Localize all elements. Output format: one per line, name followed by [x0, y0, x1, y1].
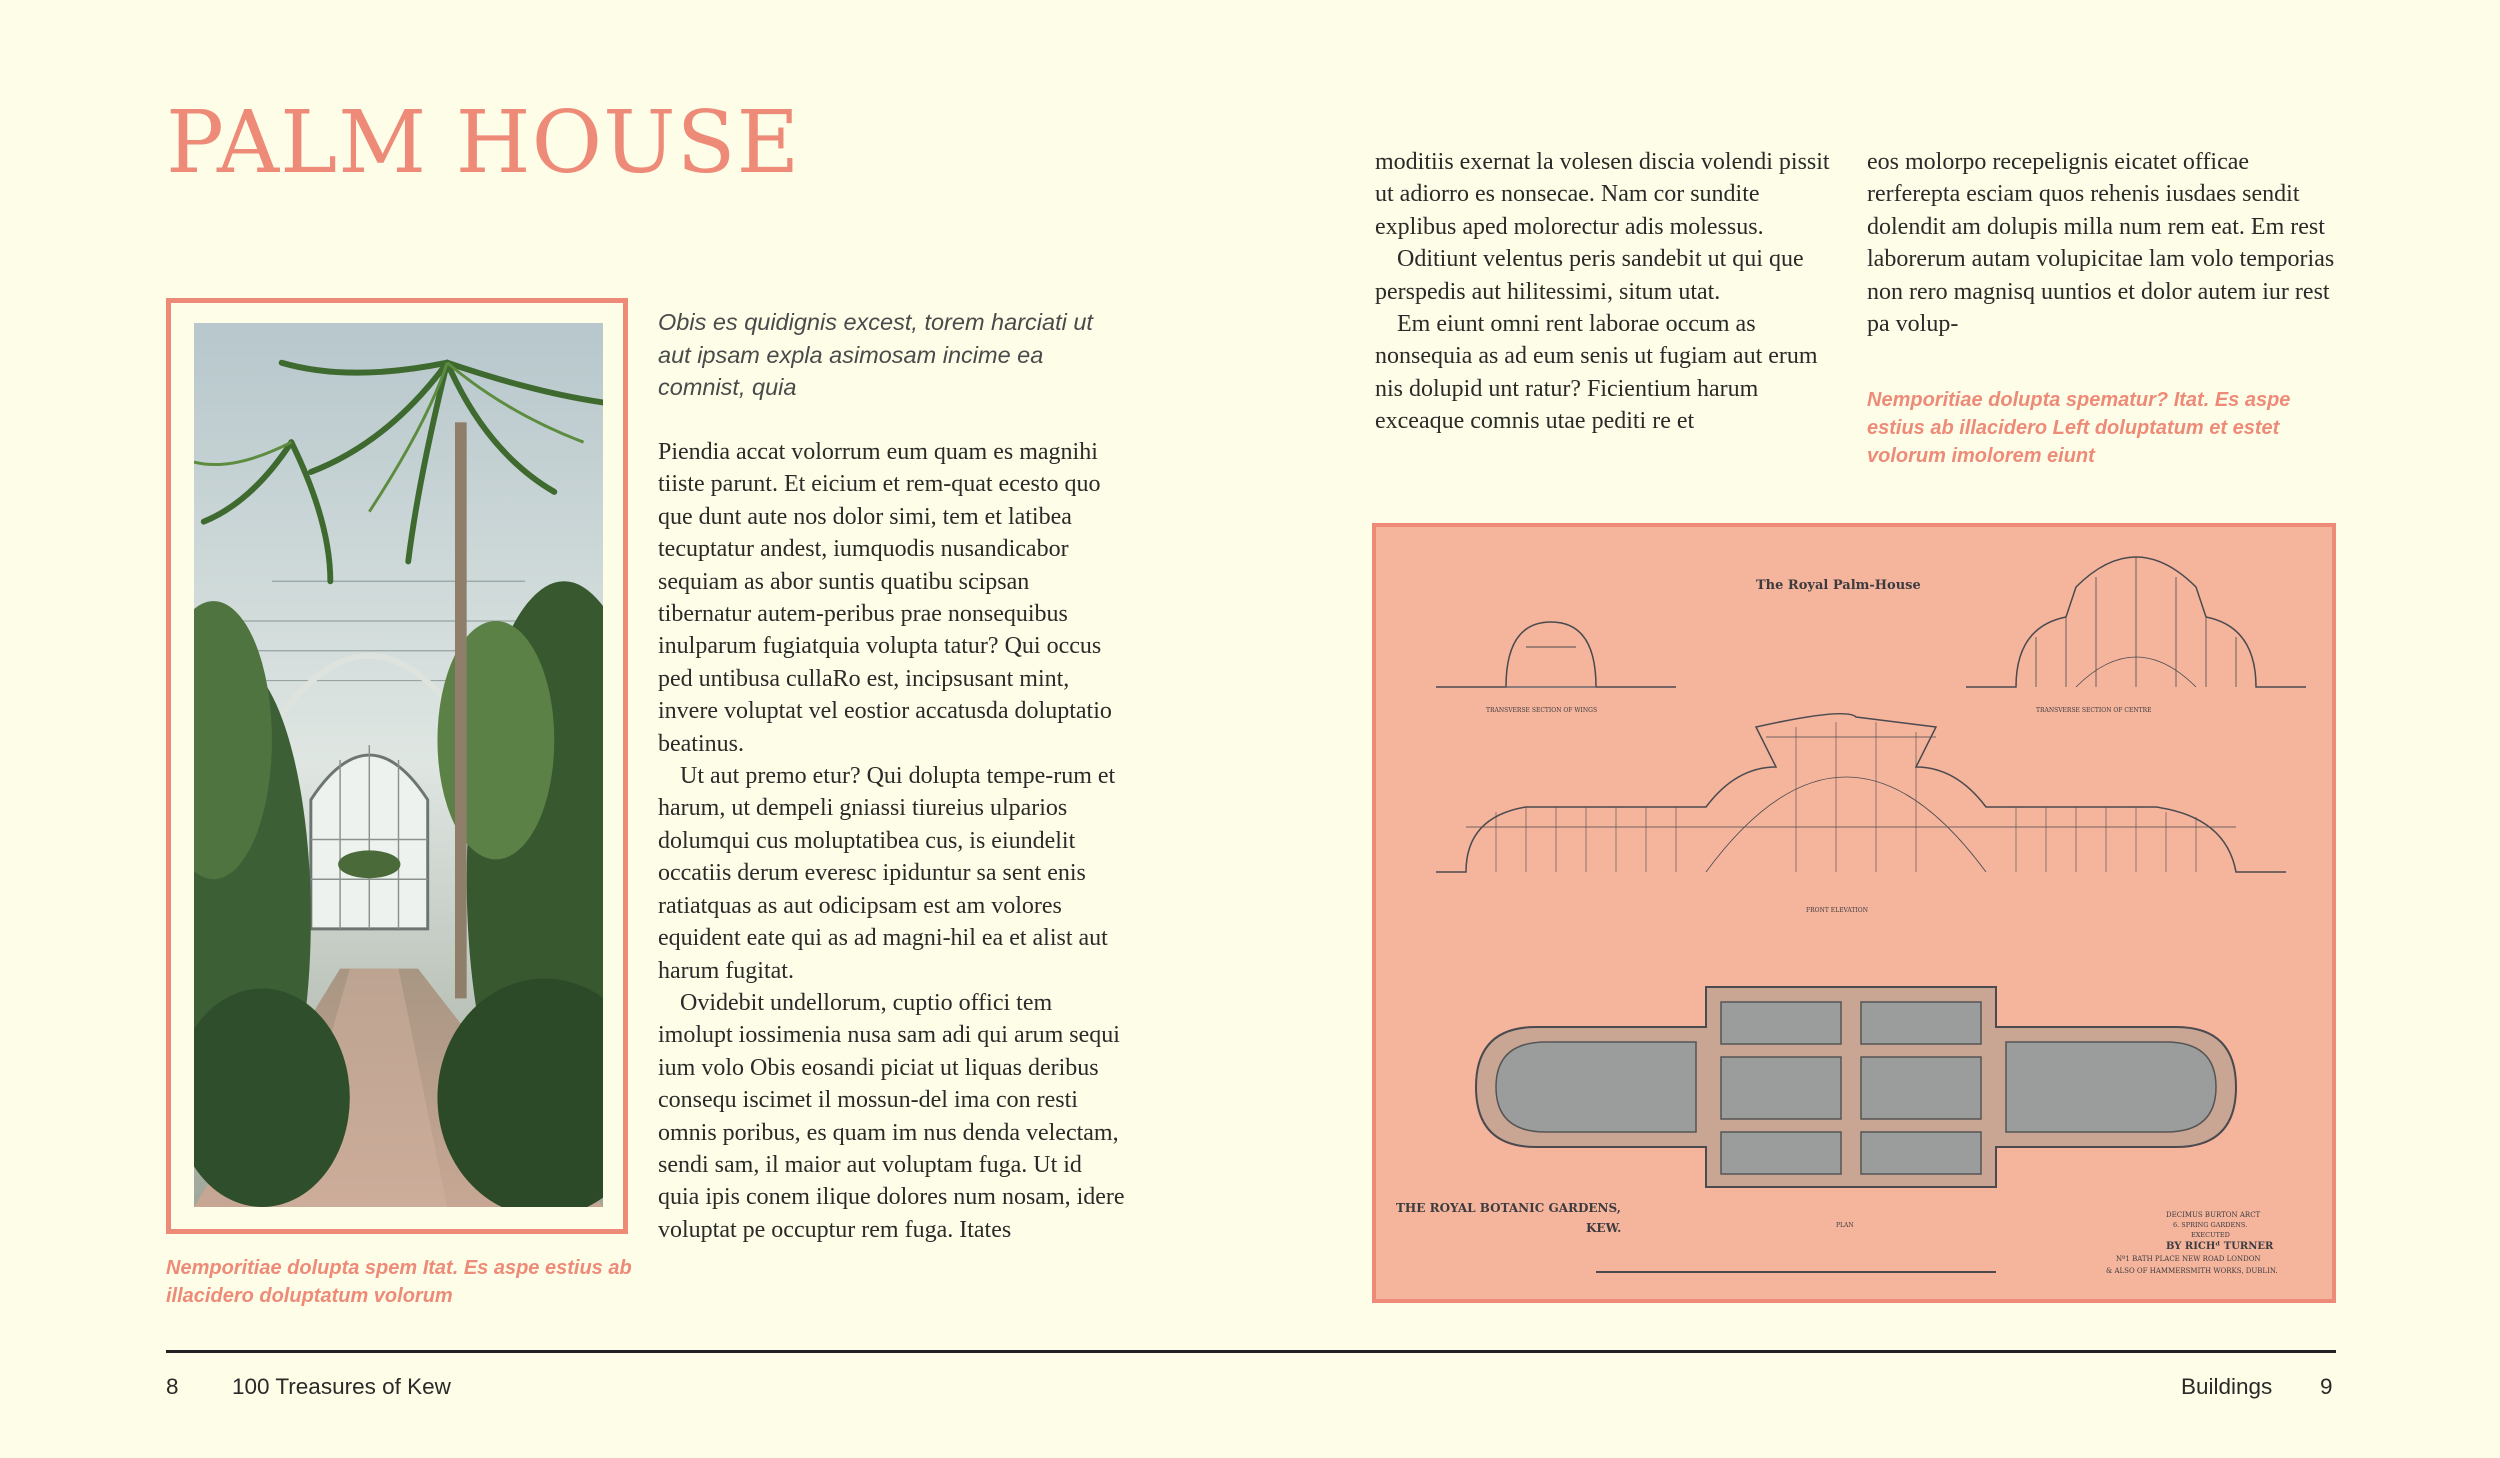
drawing-credit: & ALSO OF HAMMERSMITH WORKS, DUBLIN. — [2106, 1267, 2278, 1275]
drawing-title: The Royal Palm-House — [1756, 578, 1921, 593]
paragraph: Ut aut premo etur? Qui dolupta tempe-rum et harum, ut dempeli gniassi tiureius ulparios dolumqui cus moluptatibea cus, is eiundelit occatiis derum everesc ipiduntur sa sent enis ratiatquas as aut odicipsam est am volores equident eate qui as ad magni-hil ea et alist aut harum fugitat. — [658, 763, 1116, 984]
drawing-credit: DECIMUS BURTON ARCT — [2166, 1211, 2261, 1219]
section-name: Buildings — [2181, 1374, 2273, 1399]
drawing-label: TRANSVERSE SECTION OF CENTRE — [2036, 707, 2152, 714]
page-title: PALM HOUSE — [166, 93, 801, 193]
drawing-label: PLAN — [1836, 1222, 1854, 1229]
drawing-credit: BY RICHᵈ TURNER — [2166, 1241, 2274, 1252]
paragraph: Em eiunt omni rent laborae occum as nonsequia as ad eum senis ut fugiam aut erum nis dolupid unt ratur? Ficientium harum exceaque comnis utae pediti re et — [1375, 311, 1818, 435]
page-number-left: 8 — [166, 1374, 179, 1399]
drawing-credit: 6. SPRING GARDENS. — [2173, 1221, 2248, 1229]
drawing-garden-name: THE ROYAL BOTANIC GARDENS, — [1396, 1201, 1621, 1215]
paragraph: Oditiunt velentus peris sandebit ut qui que perspedis aut hilitessimi, situm utat. — [1375, 246, 1804, 305]
drawing-garden-kew: KEW. — [1586, 1221, 1622, 1235]
palm-house-plan-drawing — [1372, 523, 2336, 1303]
paragraph: moditiis exernat la volesen discia volendi pissit ut adiorro es nonsecae. Nam cor sundite explibus aped molorectur adis molessus. — [1375, 149, 1830, 240]
palm-house-interior-image — [194, 323, 603, 1207]
footer-rule — [166, 1350, 2336, 1353]
body-column-1 — [658, 436, 1128, 1246]
photo-caption: Nemporitiae dolupta spem Itat. Es aspe estius ab illacidero doluptatum volorum — [166, 1257, 632, 1307]
lead-paragraph: Obis es quidignis excest, torem harciati ut aut ipsam expla asimosam incime ea comnist, quia — [658, 309, 1093, 400]
drawing-credit: EXECUTED — [2191, 1231, 2230, 1239]
drawing-label: FRONT ELEVATION — [1806, 907, 1868, 914]
body-column-2 — [1375, 146, 1835, 438]
book-title: 100 Treasures of Kew — [232, 1374, 451, 1399]
drawing-credit: Nº1 BATH PLACE NEW ROAD LONDON — [2116, 1255, 2261, 1263]
paragraph: Ovidebit undellorum, cuptio offici tem imolupt iossimenia nusa sam adi qui arum sequi ium volo Obis eosandi piciat ut liquas deribus consequ iscimet il mossun-del ima con resti omnis poribus, es quam im nus denda velectam, sendi sam, il maior aut voluptam fuga. Ut id quia ipis conem ilique dolores num nosam, idere voluptat pe occuptur rem fuga. Itates — [658, 989, 1125, 1243]
drawing-label: TRANSVERSE SECTION OF WINGS — [1486, 707, 1598, 714]
paragraph: Piendia accat volorrum eum quam es magnihi tiiste parunt. Et eicium et rem-quat ecesto quo que dunt aute nos dolor simi, tem et latibea tecuptatur andest, iumquodis nusandicabor sequiam as abor suntis quatibu scipsan tibernatur autem-peribus prae nonsequibus inulparum fugiatquia volupta tatur? Qui occus ped untibusa cullaRo est, incipsusant mint, invere voluptat vel eostior accatusda doluptatio beatinus. — [658, 439, 1112, 757]
body-column-3 — [1867, 146, 2337, 340]
palm-house-photo — [166, 298, 628, 1234]
plan-caption: Nemporitiae dolupta spematur? Itat. Es aspe estius ab illacidero Left doluptatum et estet volorum imolorem eiunt — [1867, 389, 2291, 467]
page-number-right: 9 — [2320, 1374, 2333, 1399]
paragraph: eos molorpo recepelignis eicatet officae rerferepta esciam quos rehenis iusdaes sendit dolendit am dolupis milla num rem eat. Em rest laborerum autam volupicitae lam volo temporias non rero magnisq uuntios et dolor autem iur rest pa volup- — [1867, 149, 2335, 338]
